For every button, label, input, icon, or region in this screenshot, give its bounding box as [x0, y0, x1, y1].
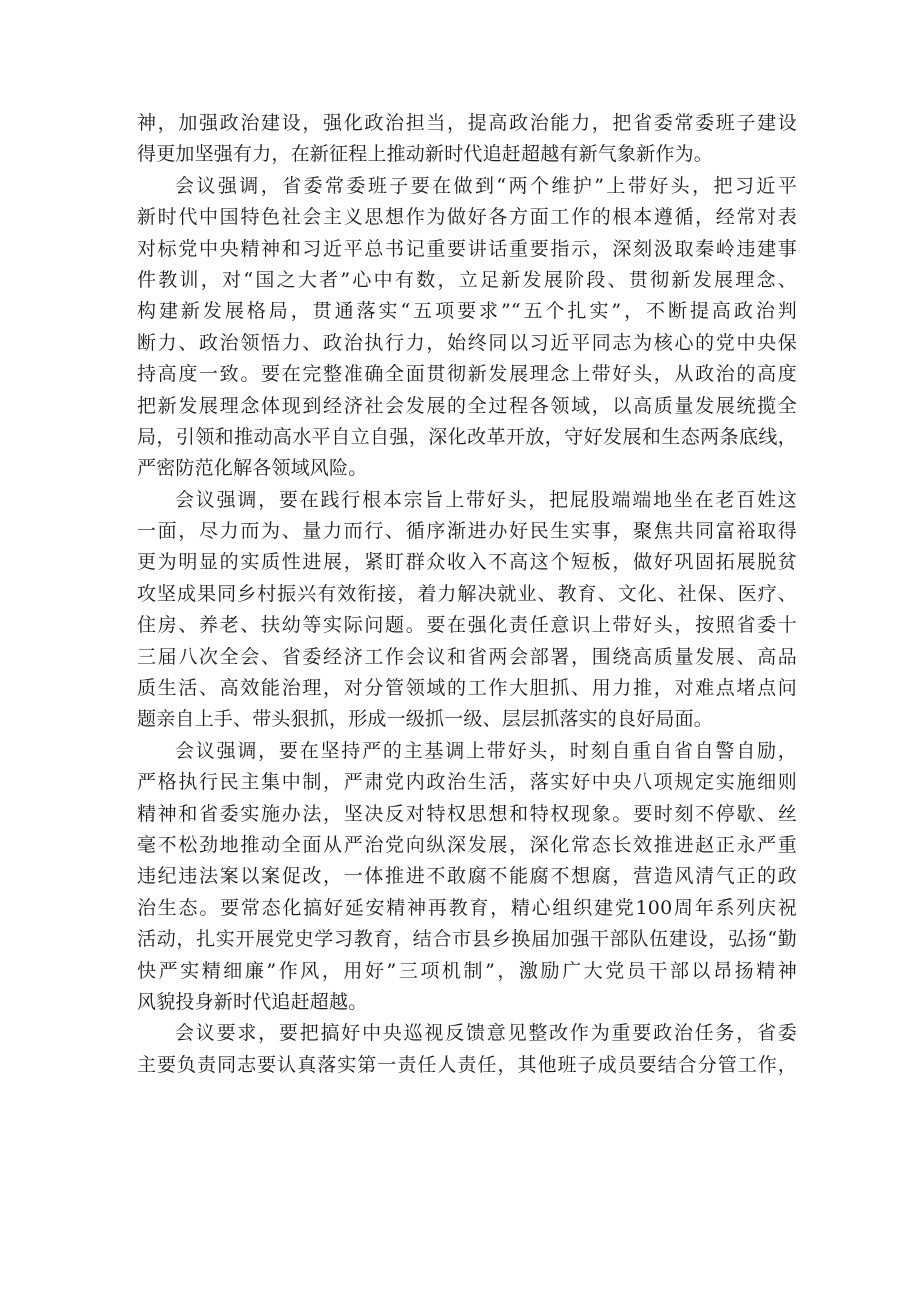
text-line: 活动，扎实开展党史学习教育，结合市县乡换届加强干部队伍建设，弘扬“勤: [137, 928, 797, 951]
text-line: 更为明显的实质性进展，紧盯群众收入不高这个短板，做好巩固拓展脱贫: [137, 551, 797, 574]
text-line: 精神和省委实施办法，坚决反对特权思想和特权现象。要时刻不停歇、丝: [137, 802, 797, 825]
text-line: 治生态。要常态化搞好延安精神再教育，精心组织建党100周年系列庆祝: [137, 896, 797, 919]
text-line: 会议强调，省委常委班子要在做到“两个维护”上带好头，把习近平: [175, 174, 797, 197]
text-line: 风貌投身新时代追赶超越。: [137, 990, 368, 1013]
text-line: 质生活、高效能治理，对分管领域的工作大胆抓、用力推，对难点堵点问: [137, 677, 797, 700]
text-line: 一面，尽力而为、量力而行、循序渐进办好民生实事，聚焦共同富裕取得: [137, 520, 797, 543]
text-line: 得更加坚强有力，在新征程上推动新时代追赶超越有新气象新作为。: [137, 143, 714, 166]
text-line: 严格执行民主集中制，严肃党内政治生活，落实好中央八项规定实施细则: [137, 771, 797, 794]
text-line: 主要负责同志要认真落实第一责任人责任，其他班子成员要结合分管工作，: [137, 1053, 797, 1076]
text-line: 持高度一致。要在完整准确全面贯彻新发展理念上带好头，从政治的高度: [137, 363, 797, 386]
text-line: 对标党中央精神和习近平总书记重要讲话重要指示，深刻汲取秦岭违建事: [137, 237, 797, 260]
text-line: 把新发展理念体现到经济社会发展的全过程各领域，以高质量发展统揽全: [137, 394, 797, 417]
text-line: 三届八次全会、省委经济工作会议和省两会部署，围绕高质量发展、高品: [137, 645, 797, 668]
text-line: 局，引领和推动高水平自立自强，深化改革开放，守好发展和生态两条底线，: [137, 425, 797, 448]
text-line: 攻坚成果同乡村振兴有效衔接，着力解决就业、教育、文化、社保、医疗、: [137, 582, 797, 605]
text-line: 题亲自上手、带头狠抓，形成一级抓一级、层层抓落实的良好局面。: [137, 708, 714, 731]
text-line: 严密防范化解各领域风险。: [137, 457, 368, 480]
paragraph-4: [137, 736, 797, 1019]
text-line: 件教训，对“国之大者”心中有数，立足新发展阶段、贯彻新发展理念、: [137, 268, 797, 291]
text-line: 构建新发展格局，贯通落实“五项要求”“五个扎实”，不断提高政治判: [137, 300, 797, 323]
text-line: 毫不松劲地推动全面从严治党向纵深发展，深化常态长效推进赵正永严重: [137, 833, 797, 856]
text-line: 神，加强政治建设，强化政治担当，提高政治能力，把省委常委班子建设: [137, 112, 797, 134]
paragraph-1: [137, 108, 797, 171]
text-line: 快严实精细廉”作风，用好”三项机制”，激励广大党员干部以昂扬精神: [137, 959, 797, 982]
paragraph-2: [137, 171, 797, 485]
document-body: [137, 108, 797, 1081]
text-line: 住房、养老、扶幼等实际问题。要在强化责任意识上带好头，按照省委十: [137, 614, 797, 637]
text-line: 违纪违法案以案促改，一体推进不敢腐不能腐不想腐，营造风清气正的政: [137, 865, 797, 888]
text-line: 会议强调，要在践行根本宗旨上带好头，把屁股端端地坐在老百姓这: [175, 488, 797, 511]
paragraph-3: [137, 485, 797, 736]
text-line: 会议要求，要把搞好中央巡视反馈意见整改作为重要政治任务，省委: [175, 1022, 797, 1045]
text-line: 会议强调，要在坚持严的主基调上带好头，时刻自重自省自警自励，: [175, 739, 797, 762]
text-line: 断力、政治领悟力、政治执行力，始终同以习近平同志为核心的党中央保: [137, 331, 797, 354]
paragraph-5: [137, 1018, 797, 1081]
text-line: 新时代中国特色社会主义思想作为做好各方面工作的根本遵循，经常对表: [137, 206, 797, 229]
